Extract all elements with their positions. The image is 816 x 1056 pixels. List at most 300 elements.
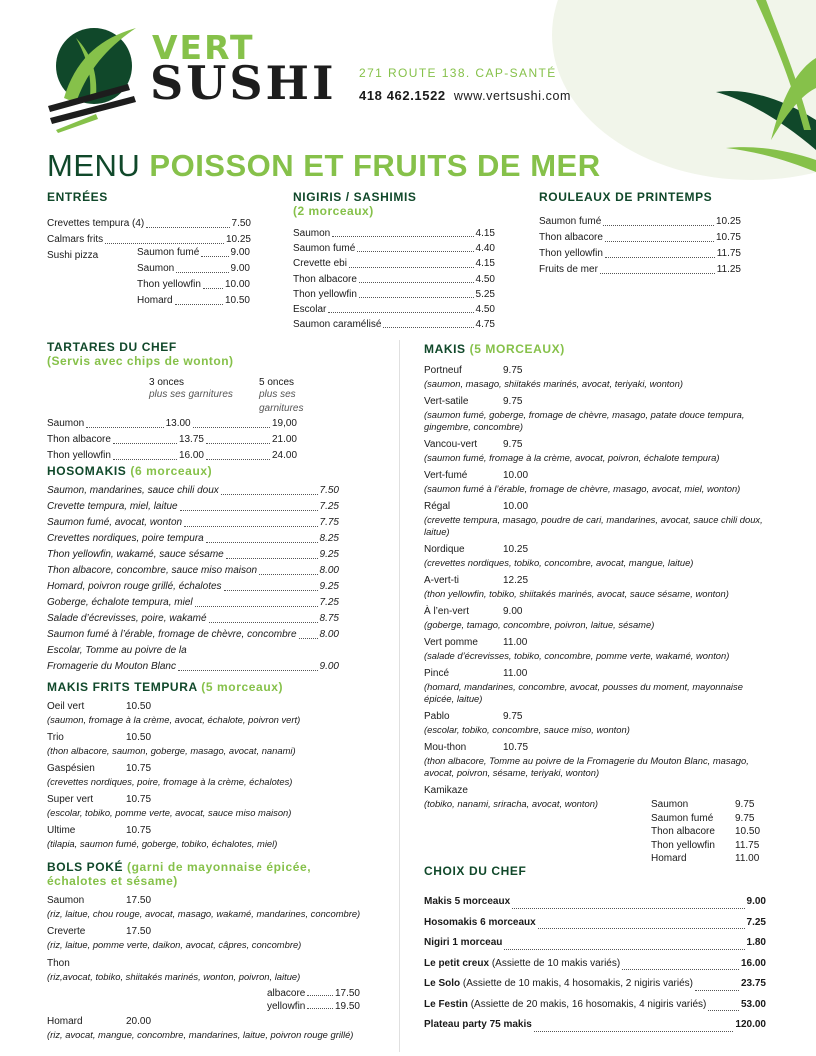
menu-item-head [47,793,367,807]
menu-item-price: 7.50 [319,485,339,496]
menu-item-name: Thon albacore [293,273,357,285]
menu-item-head [424,710,772,724]
leader-dots [307,1008,333,1009]
menu-item [539,246,741,262]
menu-item-price: 8.75 [319,613,339,624]
menu-item-head [424,574,772,588]
choix-price: 1.80 [746,937,766,948]
leader-dots [622,969,739,970]
leader-dots [209,622,318,623]
menu-item-price: 10.75 [715,232,741,243]
tartare-list [47,416,297,464]
menu-item-desc: (saumon, fromage à la crème, avocat, échalote, poivron vert) [47,714,301,725]
option-name: Saumon fumé [651,812,714,824]
menu-item-head [47,824,367,838]
choix-note: (Assiette de 10 makis, 4 hosomakis, 2 nigiris variés) [462,978,693,989]
menu-item [267,1000,360,1013]
option-name: Thon albacore [651,826,715,837]
section-subheading: (Servis avec chips de wonton) [47,354,234,368]
brand-name-top: VERT [152,28,255,67]
price-3oz: 16.00 [178,450,204,461]
hosomakis-list [47,483,339,643]
menu-item-price: 17.50 [126,926,152,937]
menu-item-head [424,605,772,619]
title-main: POISSON ET FRUITS DE MER [149,148,601,183]
choix-price: 23.75 [740,978,766,989]
option-price: 11.75 [735,839,760,851]
menu-item-desc: (tilapia, saumon fumé, goberge, tobiko, échalotes, miel) [47,838,278,849]
menu-item-head [424,364,772,378]
bol-homard-desc: (riz, avocat, mangue, concombre, mandarines, laitue, poivron rouge grillé) [47,1029,354,1040]
leader-dots [332,236,473,237]
menu-item [47,483,339,499]
choix-name-text: Le Solo [424,978,461,989]
section-heading [47,860,367,874]
menu-item-name: Pincé [424,668,450,679]
menu-item-desc: (escolar, tobiko, pomme verte, avocat, sauce miso maison) [47,807,292,818]
entrees-list [47,216,251,248]
tartare-col2-label: 5 onces [259,377,295,388]
rouleaux-list [539,214,741,278]
menu-item [293,226,495,241]
menu-item-name: Fromagerie du Mouton Blanc [47,661,176,672]
menu-item [539,214,741,230]
leader-dots [86,427,163,428]
leader-dots [226,558,318,559]
choix-name [424,913,536,934]
menu-item-name: Thon yellowfin [293,288,357,300]
menu-item [293,302,495,317]
menu-item [47,894,367,920]
menu-item-price: 4.15 [475,228,495,239]
menu-item-name: Homard [137,295,173,306]
menu-item-name: Thon albacore [539,232,603,243]
menu-item-name: Vert-satile [424,396,469,407]
menu-item [47,824,367,850]
choix-price: 9.00 [746,896,766,907]
menu-item-head [47,731,367,745]
choix-item [424,892,766,913]
section-heading [47,680,367,694]
menu-item-name: Gaspésien [47,763,95,774]
leader-dots [113,459,177,460]
menu-item-price: 11.75 [716,248,741,259]
menu-item-name: Sushi pizza [47,250,99,261]
menu-item [137,293,250,309]
menu-item-name: Goberge, échalote tempura, miel [47,597,193,608]
option-price: 10.50 [735,826,761,837]
price-5oz: 19,00 [271,418,297,429]
leader-dots [224,590,318,591]
vert-sushi-logo [46,18,141,133]
bols-list [47,894,367,951]
menu-item-head [424,741,772,755]
hosomaki-last-line1: Escolar, Tomme au poivre de la [47,645,187,656]
section-heading: TARTARES DU CHEF [47,340,177,354]
menu-item-head [424,500,772,514]
menu-item [47,627,339,643]
leader-dots [538,928,745,929]
menu-item [47,731,367,757]
menu-item-name: Pablo [424,711,450,722]
leader-dots [221,494,318,495]
leader-dots [146,227,229,228]
menu-item-price: 4.75 [475,319,495,331]
menu-item-name: Thon albacore [47,434,111,445]
menu-item-desc: (salade d’écrevisses, tobiko, concombre, pomme verte, wakamé, wonton) [424,650,730,661]
choix-item [424,933,766,954]
menu-item-name: Thon yellowfin, wakamé, sauce sésame [47,549,224,560]
option-name: Thon yellowfin [651,839,715,851]
brand-name-bottom: SUSHI [150,56,337,110]
leader-dots [708,1010,739,1011]
menu-item [293,241,495,256]
leader-dots [359,297,474,298]
bol-thon-desc: (riz,avocat, tobiko, shiitakés marinés, wonton, poivron, laitue) [47,971,301,982]
menu-item-head [47,894,367,908]
leader-dots [299,638,318,639]
menu-item-desc: (saumon fumé, fromage à la crème, avocat, poivron, échalote tempura) [424,452,720,463]
leader-dots [259,574,317,575]
menu-item-price: 10.75 [126,794,152,805]
menu-item-name: Escolar [293,304,327,316]
leader-dots [180,510,318,511]
menu-item-price: 10.25 [503,544,529,555]
choix-item [424,1015,766,1036]
title-prefix: MENU [47,148,141,183]
menu-item [539,262,741,278]
choix-name-text: Makis 5 morceaux [424,896,511,907]
leader-dots [359,282,474,283]
menu-item-name: Saumon [293,228,331,239]
menu-item-desc: (saumon fumé, goberge, fromage de chèvre, masago, patate douce tempura, gingembre, concombre) [424,409,745,432]
menu-item-desc: (homard, mandarines, concombre, avocat, pousses du moment, mayonnaise épicée, laitue) [424,681,743,704]
section-heading: ROULEAUX DE PRINTEMPS [539,190,713,204]
leader-dots [176,272,228,273]
menu-item [424,636,772,662]
menu-item-price: 10.50 [126,732,152,743]
phone: 418 462.1522 [359,88,446,103]
section-heading [47,464,339,478]
contact-line [359,88,571,103]
section-bols-poke [47,860,367,1041]
menu-item [47,563,339,579]
leader-dots [206,443,270,444]
heading-sub-2: échalotes et sésame) [47,874,178,888]
choix-name [424,933,502,954]
menu-item-head [47,700,367,714]
menu-item-name: À l’en-vert [424,606,470,617]
menu-item-price: 9.00 [319,661,339,672]
menu-item-name: Crevettes nordiques, poire tempura [47,533,204,544]
page-title [47,148,601,184]
section-nigiris [293,190,495,332]
menu-item-desc: (escolar, tobiko, concombre, sauce miso, wonton) [424,724,630,735]
menu-item-price: 8.25 [319,533,339,544]
menu-item [47,793,367,819]
leader-dots [349,267,474,268]
choix-name [424,995,706,1016]
menu-item [47,611,339,627]
leader-dots [605,257,715,258]
menu-item-price: 9.75 [503,365,523,376]
leader-dots [195,606,318,607]
menu-item-price: 4.15 [475,258,495,270]
menu-item-price: 9.00 [230,247,250,258]
menu-item-desc: (thon albacore, Tomme au poivre de la Fromagerie du Mouton Blanc, masago, avocat, poivron, sésame, teriyaki, wonton) [424,755,749,778]
menu-item [539,230,741,246]
price-3oz: 13.75 [178,434,204,445]
menu-item-price: 11.25 [716,264,741,275]
leader-dots [193,427,270,428]
menu-item-name: albacore [267,988,306,999]
menu-item-name: Saumon caramélisé [293,319,382,331]
website-link[interactable]: www.vertsushi.com [453,89,572,103]
menu-item-name: Vert-fumé [424,470,468,481]
menu-item-price: 5.25 [475,288,495,300]
menu-item [293,256,495,271]
menu-item-name: Crevette ebi [293,258,347,270]
heading-sub: (5 MORCEAUX) [469,342,565,356]
menu-item-price: 8.00 [319,565,339,576]
makis-list [424,364,772,779]
menu-item-desc: (crevettes nordiques, tobiko, concombre, avocat, mangue, laitue) [424,557,694,568]
menu-item-price: 9.25 [319,581,339,592]
section-heading: ENTRÉES [47,190,108,204]
menu-item [424,667,772,705]
menu-item-name: Crevettes tempura (4) [47,218,145,229]
leader-dots [328,312,473,313]
menu-item-price: 7.75 [319,517,339,528]
menu-item-desc: (saumon, masago, shiitakés marinés, avocat, teriyaki, wonton) [424,378,683,389]
section-tartares [47,340,304,464]
choix-price: 16.00 [740,957,766,969]
menu-item [424,574,772,600]
menu-item [424,469,772,495]
menu-item-head [47,762,367,776]
menu-item [137,245,250,261]
menu-item-price: 4.50 [475,304,495,316]
menu-item-name: Thon yellowfin [539,248,603,259]
choix-price: 120.00 [735,1019,766,1030]
nigiri-list [293,226,495,332]
menu-item [424,543,772,569]
leader-dots [504,949,744,950]
section-choix-du-chef [424,864,766,1036]
leader-dots [206,542,318,543]
tartare-col1-sub: plus ses garnitures [149,389,233,400]
menu-item-price: 9.25 [319,549,339,560]
menu-item-price: 10.50 [224,295,250,306]
menu-item-price: 9.75 [503,711,523,722]
section-heading: CHOIX DU CHEF [424,864,527,878]
menu-item-name: Mou-thon [424,742,467,753]
menu-item-name: Régal [424,501,451,512]
menu-item-name: Thon yellowfin [47,450,111,461]
bol-homard-price: 20.00 [126,1016,152,1027]
menu-item-name: Vert pomme [424,637,478,648]
menu-item [293,272,495,287]
menu-item [424,500,772,538]
menu-item-head [424,636,772,650]
menu-item [137,277,250,293]
menu-item [424,395,772,433]
leader-dots [184,526,317,527]
menu-item [47,595,339,611]
leader-dots [201,256,228,257]
kamikaze-option [651,839,771,853]
menu-item-name: Thon albacore, concombre, sauce miso maison [47,565,258,576]
menu-item-name: Oeil vert [47,701,85,712]
option-price: 9.75 [735,812,755,824]
menu-item-price: 11.00 [503,637,528,648]
leader-dots [105,243,224,244]
menu-item-price: 8.00 [319,629,339,640]
menu-item-name: yellowfin [267,1001,306,1012]
tartare-row [47,448,297,464]
price-5oz: 21.00 [271,434,297,445]
menu-item-name: Saumon [47,895,85,906]
menu-item [267,987,360,1000]
choix-item [424,974,766,995]
heading-text: HOSOMAKIS [47,464,127,478]
leader-dots [600,273,715,274]
menu-item-price: 10.75 [503,742,529,753]
menu-item-price: 19.50 [334,1001,360,1012]
menu-item-price: 4.40 [475,243,495,255]
section-hosomakis [47,464,339,675]
menu-item-desc: (thon albacore, saumon, goberge, masago, avocat, nanami) [47,745,296,756]
menu-item [47,515,339,531]
menu-item [47,216,251,232]
section-makis-frits [47,680,367,855]
price-3oz: 13.00 [165,418,191,429]
menu-item-name: Saumon fumé, avocat, wonton [47,517,183,528]
price-5oz: 24.00 [271,450,298,461]
menu-item-price: 17.50 [126,895,152,906]
menu-item-price: 7.25 [319,597,339,608]
menu-item-name: Saumon fumé [539,216,602,227]
menu-item-name: Saumon [137,263,175,274]
menu-item-price: 4.50 [475,273,495,285]
choix-name-text: Plateau party 75 makis [424,1019,532,1030]
menu-item-price: 12.25 [503,575,529,586]
choix-name-text: Le Festin [424,998,468,1010]
heading-sub: (6 morceaux) [130,464,213,478]
leader-dots [357,251,473,252]
menu-item-name: Trio [47,732,64,743]
choix-name [424,974,693,995]
menu-item-desc: (riz, laitue, pomme verte, daikon, avocat, câpres, concombre) [47,939,302,950]
menu-item-price: 7.50 [231,218,251,229]
choix-note: (Assiette de 10 makis variés) [491,957,621,969]
kamikaze-desc: (tobiko, nanami, sriracha, avocat, wonton) [424,798,599,809]
menu-item-desc: (crevette tempura, masago, poudre de cari, mandarines, avocat, sauce chili doux, laitue) [424,514,763,537]
menu-item [47,531,339,547]
menu-item-price: 10.75 [126,825,152,836]
option-price: 9.75 [735,799,755,810]
bol-thon-name: Thon [47,958,70,969]
tartare-row [47,432,297,448]
menu-item-price: 9.00 [230,263,250,274]
menu-item-desc: (saumon fumé à l’érable, fromage de chèvre, masago, avocat, miel, wonton) [424,483,741,494]
menu-item-name: Homard, poivron rouge grillé, échalotes [47,581,222,592]
choix-list [424,892,766,1036]
menu-item-price: 17.50 [334,988,360,999]
heading-text: BOLS POKÉ [47,860,124,874]
choix-name-text: Nigiri 1 morceau [424,937,503,948]
kamikaze-name: Kamikaze [424,785,468,796]
menu-item-head [424,395,772,409]
menu-item-price: 10.25 [715,216,741,227]
option-price: 11.00 [735,853,760,864]
leader-dots [605,241,714,242]
address: 271 ROUTE 138. CAP-SANTÉ [359,66,557,80]
section-heading: NIGIRIS / SASHIMIS [293,190,417,204]
choix-price: 7.25 [746,916,766,928]
menu-item-name: A-vert-ti [424,575,459,586]
menu-item-name: Thon yellowfin [137,279,201,290]
choix-item [424,995,766,1016]
tartare-col1-label: 3 onces [149,377,185,388]
leader-dots [113,443,177,444]
choix-price: 53.00 [740,998,766,1010]
leader-dots [203,288,223,289]
menu-item [47,700,367,726]
heading-sub: (garni de mayonnaise épicée, [127,860,312,874]
sushi-pizza-options [137,245,250,309]
leader-dots [175,304,223,305]
menu-item-price: 9.75 [503,396,523,407]
menu-item-price: 7.25 [319,501,339,512]
leader-dots [534,1031,734,1032]
menu-item-price: 9.00 [503,606,523,617]
menu-item-desc: (thon yellowfin, tobiko, shiitakés marinés, avocat, sauce sésame, wonton) [424,588,729,599]
menu-item-name: Saumon, mandarines, sauce chili doux [47,485,219,496]
bol-thon-options [267,987,360,1013]
menu-item [424,605,772,631]
hosomaki-last-item [47,659,339,675]
choix-note: (Assiette de 20 makis, 16 hosomakis, 4 nigiris variés) [470,998,707,1010]
menu-item-name: Vancou-vert [424,439,478,450]
choix-name-text: Le petit creux [424,957,490,969]
choix-name [424,892,510,913]
leader-dots [695,990,739,991]
option-name: Homard [651,853,687,864]
kamikaze-option [651,825,771,839]
menu-item [424,438,772,464]
section-rouleaux [539,190,741,278]
menu-item [47,925,367,951]
menu-item-name: Nordique [424,544,465,555]
column-divider [399,340,400,1052]
menu-item [47,579,339,595]
kamikaze-option [651,798,771,812]
menu-item-head [424,438,772,452]
heading-sub: (5 morceaux) [201,680,284,694]
menu-item-name: Saumon fumé [293,243,356,255]
menu-item-name: Saumon [47,418,85,429]
menu-item [47,547,339,563]
menu-item-head [47,925,367,939]
menu-item-price: 10.50 [126,701,152,712]
bol-homard-name: Homard [47,1016,83,1027]
leader-dots [307,995,333,996]
choix-name [424,1015,532,1036]
menu-item-desc: (crevettes nordiques, poire, fromage à la crème, échalotes) [47,776,293,787]
menu-item-name: Saumon fumé [137,247,200,258]
menu-item [293,287,495,302]
